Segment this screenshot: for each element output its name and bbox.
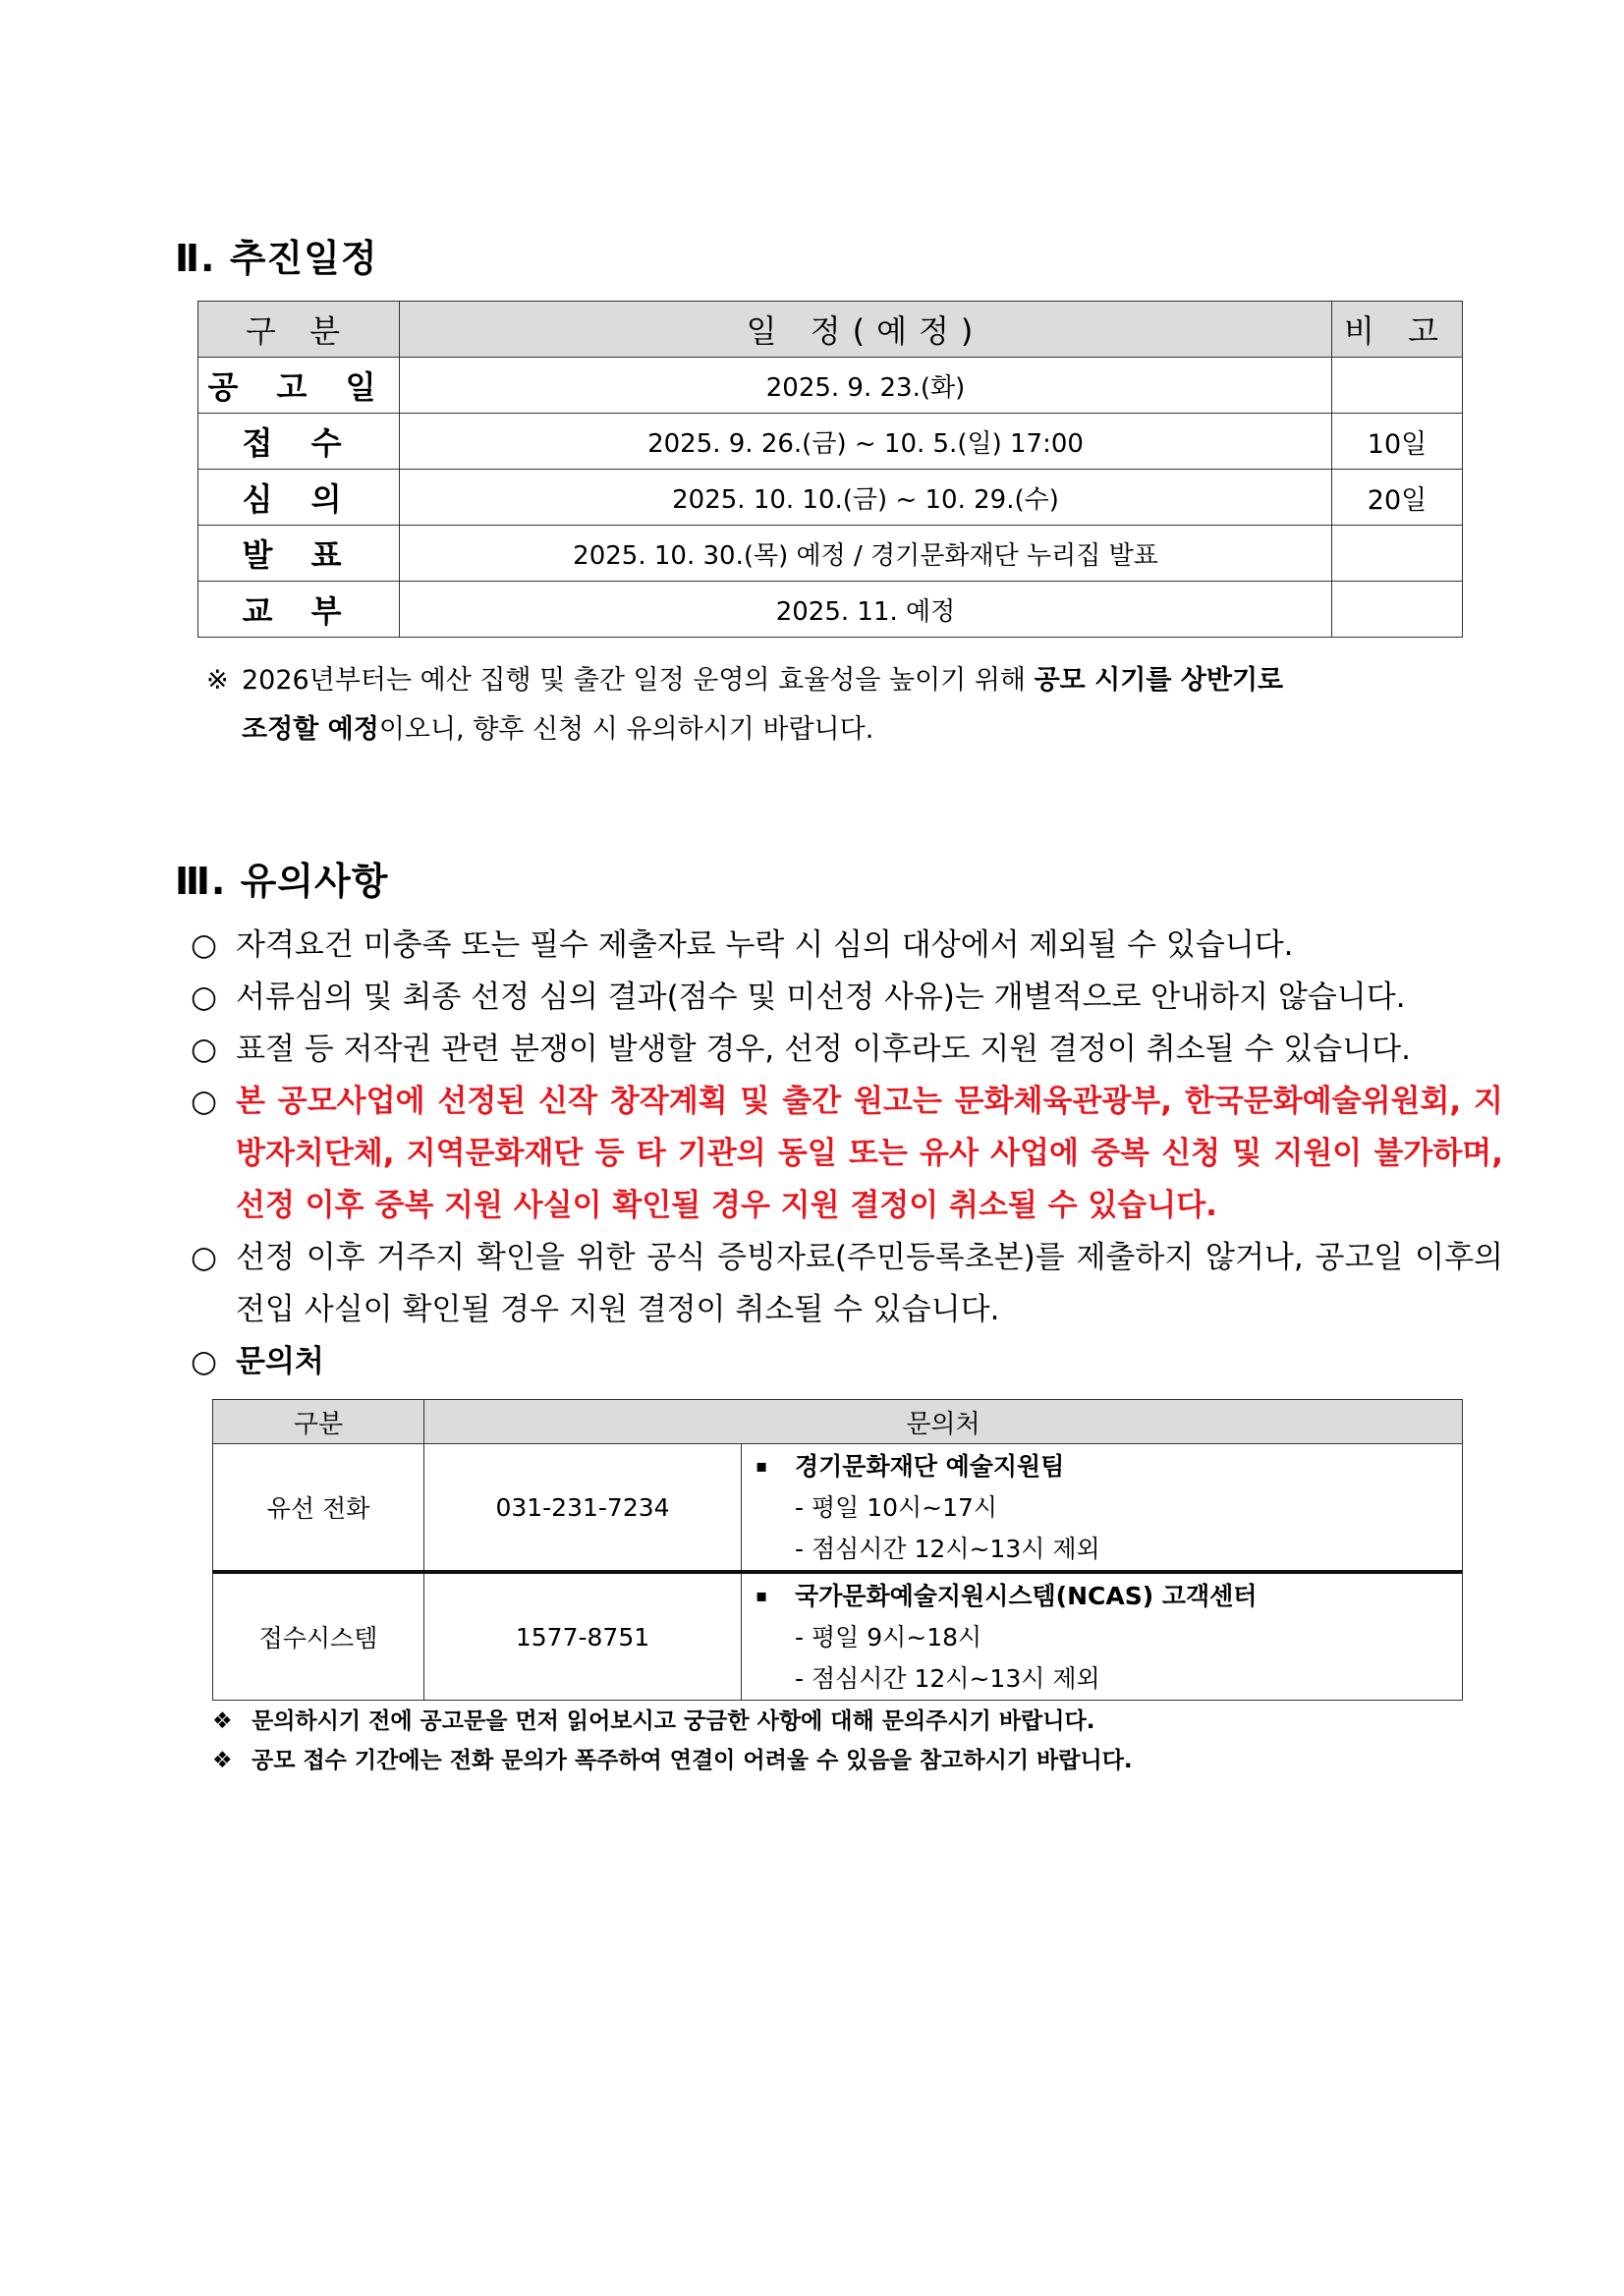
schedule-label: 발 표 [198,526,400,582]
schedule-note: 20일 [1332,470,1463,526]
schedule-header-row [198,302,1463,358]
section3-title: Ⅲ. 유의사항 [175,860,389,903]
reference-mark-icon: ※ [206,665,229,696]
schedule-footnote [206,656,1464,755]
schedule-header-date: 일 정(예정) [400,302,1332,358]
list-item [187,972,1503,1024]
circle-bullet-icon: ○ [191,980,218,1015]
contact-info [742,1572,1463,1701]
diamond-bullet-icon: ❖ [212,1748,233,1773]
contact-heading: 문의처 [236,1344,324,1379]
table-row [198,582,1463,638]
footnote-bold: 공모 시기를 상반기로 [1034,665,1284,696]
contact-hours: - 평일 10시~17시 [795,1493,998,1522]
contact-phone: 1577-8751 [424,1572,742,1701]
contact-type: 유선 전화 [213,1444,424,1573]
contact-header-row [213,1400,1463,1444]
footnote-bold: 조정할 예정 [242,714,379,745]
schedule-label: 교 부 [198,582,400,638]
contact-lunch: - 점심시간 12시~13시 제외 [795,1664,1100,1693]
schedule-table [197,301,1463,638]
table-row [198,414,1463,470]
schedule-date: 2025. 10. 10.(금) ~ 10. 29.(수) [400,470,1332,526]
schedule-date: 2025. 11. 예정 [400,582,1332,638]
list-item [212,1702,1470,1741]
contact-type: 접수시스템 [213,1572,424,1701]
schedule-label: 심 의 [198,470,400,526]
schedule-note [1332,358,1463,414]
table-row [198,470,1463,526]
circle-bullet-icon: ○ [191,927,218,963]
circle-bullet-icon: ○ [191,1084,218,1119]
circle-bullet-icon: ○ [191,1032,218,1067]
list-item [187,1232,1503,1336]
contact-header-info: 문의처 [424,1400,1463,1444]
list-item [187,1336,1503,1388]
list-item [187,920,1503,972]
schedule-header-category: 구 분 [198,302,400,358]
table-row [213,1572,1463,1701]
contact-hours: - 평일 9시~18시 [795,1623,982,1652]
table-row [213,1444,1463,1573]
schedule-label: 접 수 [198,414,400,470]
notice-list [187,920,1503,1388]
schedule-note: 10일 [1332,414,1463,470]
schedule-note [1332,582,1463,638]
contact-table [212,1399,1463,1701]
footnote-text: 이오니, 향후 신청 시 유의하시기 바랍니다. [378,714,874,745]
contact-phone: 031-231-7234 [424,1444,742,1573]
diamond-bullet-icon: ❖ [212,1708,233,1734]
table-row [198,526,1463,582]
footnote-text: 2026년부터는 예산 집행 및 출간 일정 운영의 효율성을 높이기 위해 [242,665,1035,696]
contact-note-text: 문의하시기 전에 공고문을 먼저 읽어보시고 궁금한 사항에 대해 문의주시기 바랍니다. [252,1708,1095,1734]
contact-notes [212,1702,1470,1780]
square-bullet-icon: ▪ [756,1586,768,1606]
schedule-header-note: 비 고 [1332,302,1463,358]
list-item [187,1076,1503,1232]
contact-lunch: - 점심시간 12시~13시 제외 [795,1535,1100,1563]
schedule-label: 공 고 일 [198,358,400,414]
square-bullet-icon: ▪ [756,1456,768,1477]
notice-text: 표절 등 저작권 관련 분쟁이 발생할 경우, 선정 이후라도 지원 결정이 취소될 수 있습니다. [236,1032,1411,1067]
notice-text: 서류심의 및 최종 선정 심의 결과(점수 및 미선정 사유)는 개별적으로 안내하지 않습니다. [236,980,1406,1015]
contact-org: 국가문화예술지원시스템(NCAS) 고객센터 [795,1582,1258,1610]
circle-bullet-icon: ○ [191,1344,218,1379]
contact-header-category: 구분 [213,1400,424,1444]
section2-title: Ⅱ. 추진일정 [175,237,378,280]
schedule-note [1332,526,1463,582]
table-row [198,358,1463,414]
circle-bullet-icon: ○ [191,1240,218,1275]
notice-text-highlight: 본 공모사업에 선정된 신작 창작계획 및 출간 원고는 문화체육관광부, 한국문화예술위원회, 지방자치단체, 지역문화재단 등 타 기관의 동일 또는 유사 사업에 중복 신청 및 지원이 불가하며, 선정 이후 중복 지원 사실이 확인될 경우 지원 결정이 취소될 수 있습니다. [236,1084,1503,1223]
list-item [212,1741,1470,1780]
notice-text: 선정 이후 거주지 확인을 위한 공식 증빙자료(주민등록초본)를 제출하지 않거나, 공고일 이후의 전입 사실이 확인될 경우 지원 결정이 취소될 수 있습니다. [236,1240,1503,1327]
contact-note-text: 공모 접수 기간에는 전화 문의가 폭주하여 연결이 어려울 수 있음을 참고하시기 바랍니다. [252,1748,1133,1773]
contact-org: 경기문화재단 예술지원팀 [795,1452,1065,1481]
schedule-date: 2025. 9. 26.(금) ~ 10. 5.(일) 17:00 [400,414,1332,470]
list-item [187,1024,1503,1076]
schedule-date: 2025. 9. 23.(화) [400,358,1332,414]
contact-info [742,1444,1463,1573]
schedule-date: 2025. 10. 30.(목) 예정 / 경기문화재단 누리집 발표 [400,526,1332,582]
notice-text: 자격요건 미충족 또는 필수 제출자료 누락 시 심의 대상에서 제외될 수 있습니다. [236,927,1294,963]
